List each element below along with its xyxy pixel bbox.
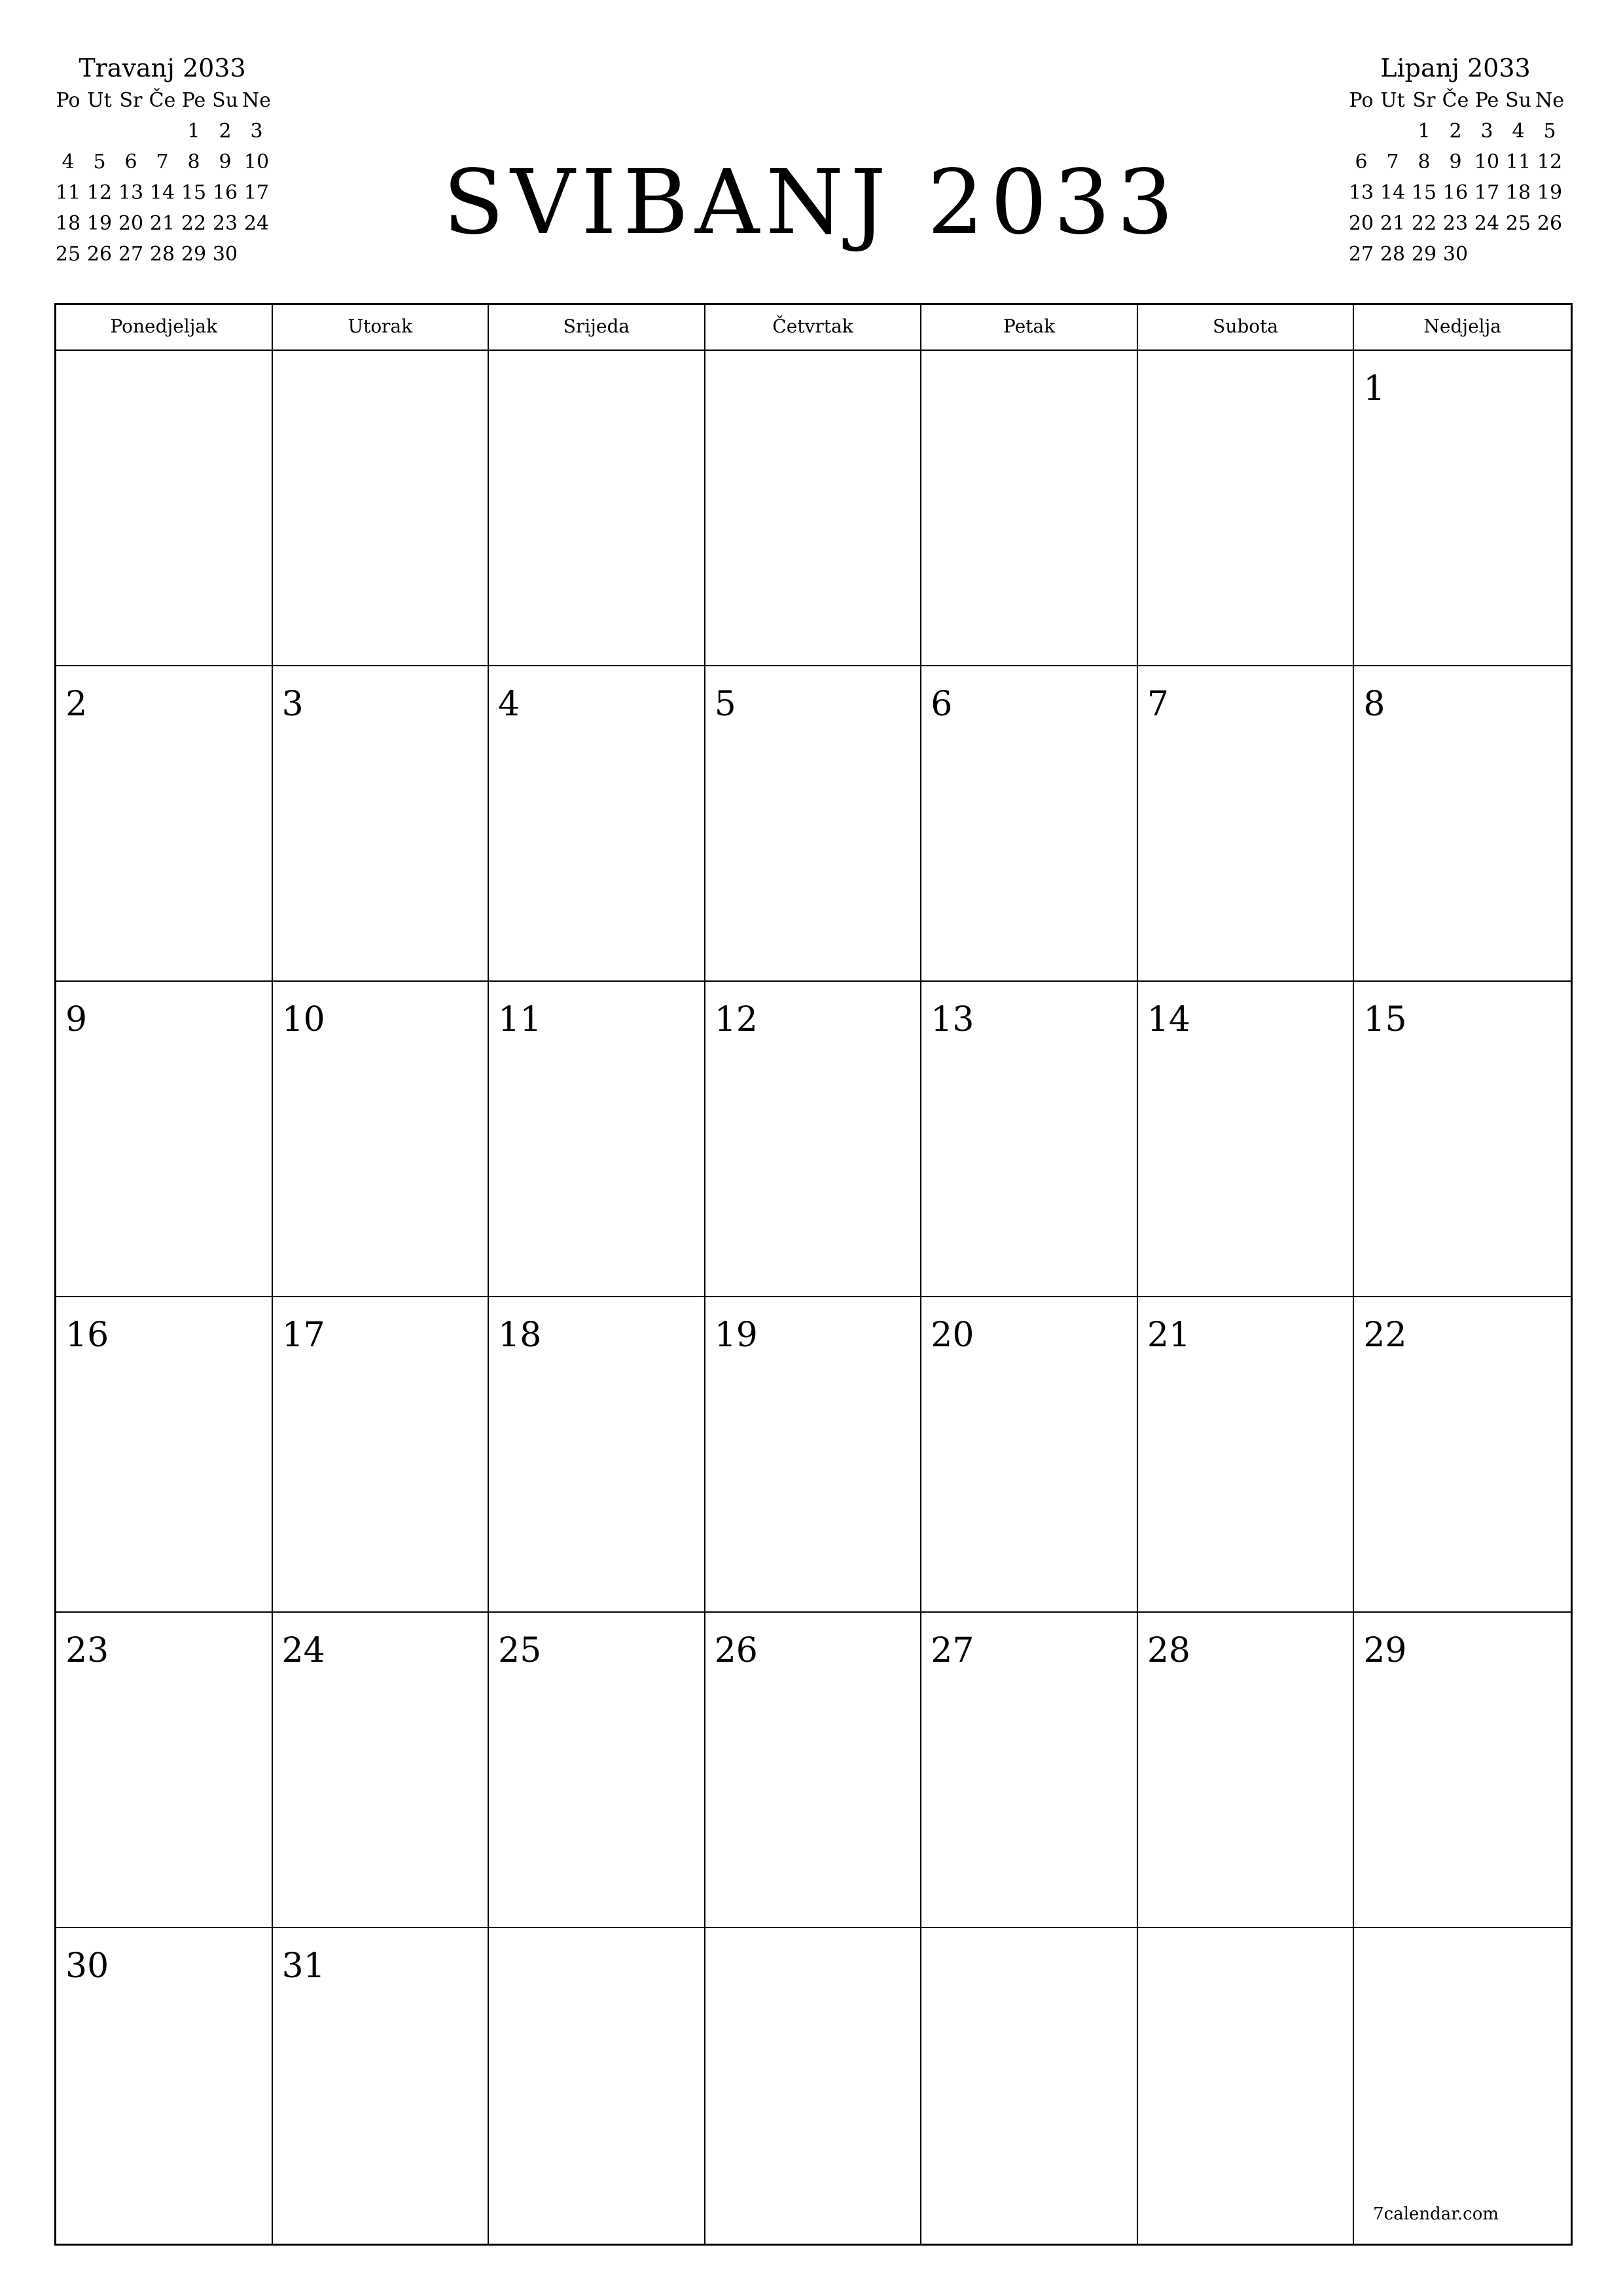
mini-day-number: 11 <box>55 181 81 204</box>
day-cell <box>921 1613 1138 1928</box>
day-cell <box>705 666 922 982</box>
day-number: 16 <box>65 1316 109 1355</box>
day-cell <box>56 351 273 666</box>
weekday-header: Srijeda <box>489 305 705 351</box>
mini-day-number <box>1534 239 1565 270</box>
day-cell <box>921 351 1138 666</box>
mini-day-number: 24 <box>243 212 270 235</box>
mini-weekday-label: Ne <box>241 89 271 112</box>
mini-day-number <box>1346 116 1377 147</box>
day-cell <box>1138 666 1355 982</box>
day-number: 5 <box>714 685 736 724</box>
weekday-header: Ponedjeljak <box>56 305 273 351</box>
mini-day-number: 8 <box>1418 151 1431 173</box>
mini-weekday-label: Če <box>149 89 176 112</box>
mini-day-number: 23 <box>1442 212 1469 235</box>
day-cell <box>1138 1297 1355 1613</box>
day-cell <box>489 1297 705 1613</box>
day-number: 17 <box>281 1316 325 1355</box>
day-number: 8 <box>1363 685 1385 724</box>
day-cell <box>705 982 922 1297</box>
mini-day-number: 19 <box>1537 181 1563 204</box>
weekday-header: Nedjelja <box>1354 305 1571 351</box>
mini-day-number: 8 <box>187 151 200 173</box>
mini-day-number: 14 <box>1380 181 1406 204</box>
day-number: 24 <box>281 1631 325 1670</box>
mini-day-number: 9 <box>219 151 232 173</box>
mini-weekday-label: Sr <box>1412 89 1436 112</box>
day-cell <box>921 1928 1138 2244</box>
month-grid <box>54 303 1573 2246</box>
next-month-calendar <box>1346 52 1565 270</box>
day-number: 31 <box>281 1946 325 1986</box>
mini-weekday-label: Sr <box>119 89 143 112</box>
mini-day-number: 5 <box>1543 120 1556 143</box>
mini-weekday-label: Po <box>1349 89 1374 112</box>
day-cell <box>489 982 705 1297</box>
day-cell <box>1138 351 1355 666</box>
day-cell <box>273 1928 490 2244</box>
day-number: 20 <box>931 1316 974 1355</box>
mini-weekday-label: Če <box>1442 89 1469 112</box>
weekday-header: Subota <box>1138 305 1355 351</box>
day-number: 9 <box>65 1000 88 1039</box>
mini-day-number: 15 <box>1411 181 1437 204</box>
mini-day-number: 20 <box>1348 212 1374 235</box>
mini-day-number: 10 <box>1474 151 1500 173</box>
mini-day-number <box>115 116 147 147</box>
day-cell <box>1354 1297 1571 1613</box>
mini-day-number: 1 <box>187 120 200 143</box>
day-cell <box>1354 1928 1571 2244</box>
mini-weekday-label: Su <box>1505 89 1531 112</box>
page-title: SVIBANJ 2033 <box>442 151 1181 255</box>
mini-day-number: 27 <box>1348 243 1374 266</box>
mini-day-number: 21 <box>1380 212 1406 235</box>
day-cell <box>56 1613 273 1928</box>
day-cell <box>705 1297 922 1613</box>
next-month-grid <box>1346 85 1565 270</box>
day-number: 3 <box>281 685 304 724</box>
mini-day-number: 25 <box>55 243 81 266</box>
day-cell <box>489 1928 705 2244</box>
credit-text: 7calendar.com <box>1373 2204 1499 2224</box>
day-number: 13 <box>931 1000 974 1039</box>
mini-day-number: 26 <box>1537 212 1563 235</box>
day-number: 10 <box>281 1000 325 1039</box>
mini-day-number: 1 <box>1418 120 1431 143</box>
mini-day-number: 26 <box>86 243 113 266</box>
mini-day-number: 24 <box>1474 212 1500 235</box>
mini-day-number: 18 <box>55 212 81 235</box>
day-cell <box>705 1613 922 1928</box>
mini-day-number: 9 <box>1449 151 1462 173</box>
mini-day-number: 7 <box>156 151 169 173</box>
day-number: 30 <box>65 1946 109 1986</box>
day-number: 26 <box>714 1631 758 1670</box>
mini-day-number: 17 <box>1474 181 1500 204</box>
day-cell <box>273 982 490 1297</box>
day-number: 7 <box>1147 685 1169 724</box>
mini-day-number: 30 <box>1442 243 1469 266</box>
day-number: 14 <box>1147 1000 1191 1039</box>
day-number: 2 <box>65 685 88 724</box>
mini-day-number: 28 <box>149 243 175 266</box>
mini-day-number: 3 <box>250 120 263 143</box>
weekday-header: Utorak <box>273 305 490 351</box>
mini-day-number: 14 <box>149 181 175 204</box>
day-number: 11 <box>498 1000 542 1039</box>
day-number: 21 <box>1147 1316 1191 1355</box>
mini-weekday-label: Pe <box>1474 89 1499 112</box>
mini-day-number: 13 <box>1348 181 1374 204</box>
day-cell <box>1354 351 1571 666</box>
mini-day-number: 11 <box>1505 151 1531 173</box>
mini-day-number: 21 <box>149 212 175 235</box>
mini-day-number: 6 <box>124 151 137 173</box>
mini-day-number: 29 <box>1411 243 1437 266</box>
mini-day-number: 12 <box>86 181 113 204</box>
day-number: 22 <box>1363 1316 1407 1355</box>
mini-day-number: 17 <box>243 181 270 204</box>
mini-day-number: 30 <box>212 243 238 266</box>
day-cell <box>1138 1928 1355 2244</box>
day-number: 29 <box>1363 1631 1407 1670</box>
day-cell <box>273 1613 490 1928</box>
mini-day-number: 15 <box>181 181 207 204</box>
mini-day-number: 5 <box>93 151 106 173</box>
mini-day-number: 16 <box>212 181 238 204</box>
day-cell <box>1138 1613 1355 1928</box>
day-number: 23 <box>65 1631 109 1670</box>
mini-day-number: 4 <box>1512 120 1525 143</box>
day-number: 4 <box>498 685 520 724</box>
mini-day-number: 27 <box>118 243 144 266</box>
prev-month-title: Travanj 2033 <box>79 54 246 82</box>
day-cell <box>705 351 922 666</box>
mini-weekday-label: Pe <box>181 89 206 112</box>
mini-day-number: 6 <box>1355 151 1368 173</box>
weekday-header: Petak <box>921 305 1138 351</box>
day-cell <box>1354 982 1571 1297</box>
day-number: 18 <box>498 1316 542 1355</box>
day-cell <box>489 1613 705 1928</box>
mini-day-number <box>147 116 178 147</box>
day-number: 28 <box>1147 1631 1191 1670</box>
mini-day-number: 4 <box>62 151 75 173</box>
day-number: 15 <box>1363 1000 1407 1039</box>
mini-day-number: 18 <box>1505 181 1531 204</box>
mini-day-number: 23 <box>212 212 238 235</box>
day-cell <box>273 351 490 666</box>
day-number: 25 <box>498 1631 542 1670</box>
mini-day-number <box>52 116 84 147</box>
mini-day-number: 25 <box>1505 212 1531 235</box>
mini-weekday-label: Po <box>56 89 80 112</box>
mini-day-number: 22 <box>1411 212 1437 235</box>
day-cell <box>273 1297 490 1613</box>
day-number: 12 <box>714 1000 758 1039</box>
mini-day-number <box>1471 239 1503 270</box>
day-cell <box>1354 1613 1571 1928</box>
day-cell <box>56 666 273 982</box>
mini-day-number: 19 <box>86 212 113 235</box>
day-cell <box>921 1297 1138 1613</box>
mini-weekday-label: Su <box>212 89 238 112</box>
mini-day-number: 29 <box>181 243 207 266</box>
day-cell <box>56 1297 273 1613</box>
mini-day-number <box>1503 239 1534 270</box>
next-month-title: Lipanj 2033 <box>1380 54 1531 82</box>
mini-day-number: 13 <box>118 181 144 204</box>
day-cell <box>273 666 490 982</box>
mini-weekday-label: Ut <box>87 89 112 112</box>
mini-day-number: 7 <box>1386 151 1399 173</box>
mini-day-number: 16 <box>1442 181 1469 204</box>
mini-weekday-label: Ut <box>1380 89 1405 112</box>
day-cell <box>56 982 273 1297</box>
day-number: 1 <box>1363 369 1385 408</box>
mini-day-number: 3 <box>1480 120 1493 143</box>
day-cell <box>1138 982 1355 1297</box>
day-cell <box>921 666 1138 982</box>
day-number: 6 <box>931 685 953 724</box>
mini-weekday-label: Ne <box>1535 89 1564 112</box>
day-cell <box>489 351 705 666</box>
mini-day-number: 2 <box>1449 120 1462 143</box>
mini-day-number: 20 <box>118 212 144 235</box>
mini-day-number: 10 <box>243 151 270 173</box>
day-cell <box>56 1928 273 2244</box>
mini-day-number <box>1377 116 1408 147</box>
mini-day-number: 22 <box>181 212 207 235</box>
day-cell <box>921 982 1138 1297</box>
day-cell <box>489 666 705 982</box>
weekday-header: Četvrtak <box>705 305 922 351</box>
day-number: 19 <box>714 1316 758 1355</box>
mini-day-number: 28 <box>1380 243 1406 266</box>
mini-day-number: 12 <box>1537 151 1563 173</box>
day-number: 27 <box>931 1631 974 1670</box>
day-cell <box>1354 666 1571 982</box>
day-cell <box>705 1928 922 2244</box>
mini-day-number <box>84 116 115 147</box>
mini-day-number: 2 <box>219 120 232 143</box>
